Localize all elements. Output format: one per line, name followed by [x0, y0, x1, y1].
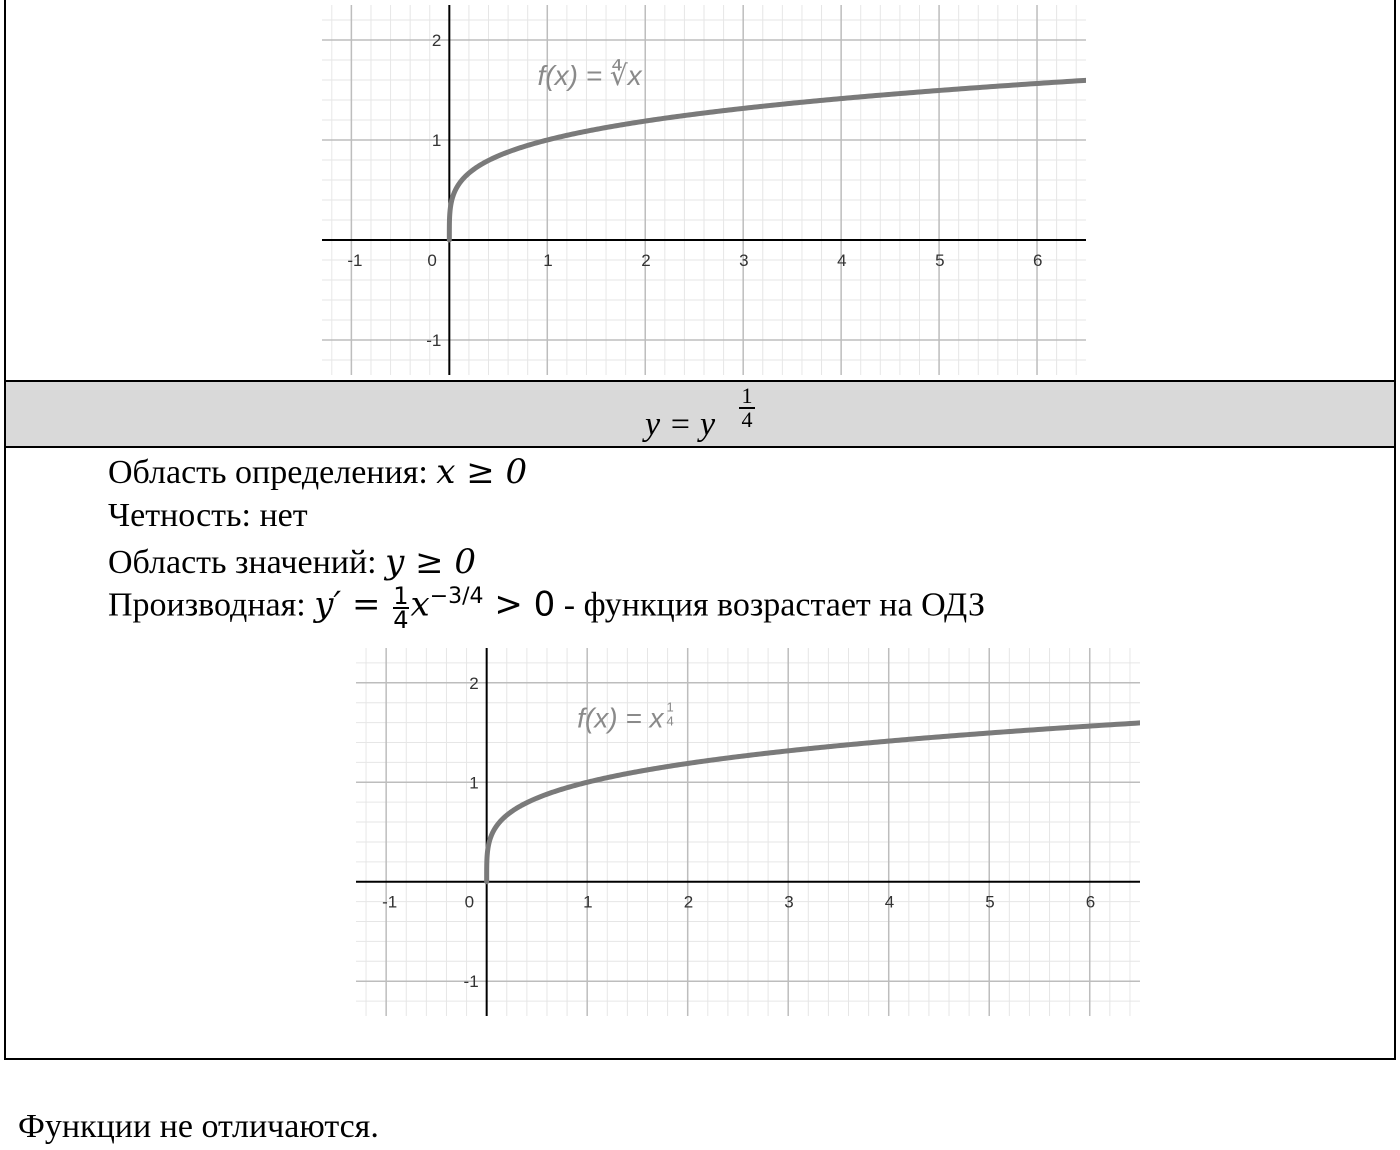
chart-power-quarter: [356, 648, 1140, 1016]
y-tick-label: 2: [431, 31, 442, 50]
y-tick-label: 2: [469, 673, 479, 693]
domain-math: x ≥ 0: [436, 452, 528, 492]
function-annotation: f(x) = ∜x: [537, 60, 642, 91]
x-tick-label: 6: [1033, 251, 1043, 270]
annotation-exp-num: 1: [666, 699, 674, 715]
header-exponent: [739, 383, 755, 432]
derivative-fraction: [393, 581, 409, 634]
conclusion-text: Функции не отличаются.: [18, 1108, 379, 1145]
y-tick-label: -1: [463, 972, 479, 992]
derivative-label: Производная:: [108, 586, 315, 624]
range-property: [108, 542, 476, 582]
x-tick-label: 5: [935, 251, 945, 270]
derivative-lhs: y′ =: [314, 584, 392, 625]
header-formula-base: y = y: [645, 406, 716, 443]
x-tick-label: -1: [382, 892, 398, 912]
derivative-x: x: [410, 584, 430, 625]
derivative-num: 1: [393, 581, 409, 610]
domain-label: Область определения:: [108, 454, 437, 491]
x-tick-label: 6: [1085, 892, 1096, 912]
x-tick-label: 1: [583, 892, 593, 912]
x-tick-label: 3: [784, 892, 794, 912]
parity-property: [108, 497, 308, 535]
x-tick-label: 5: [985, 892, 995, 912]
derivative-den: 4: [393, 605, 409, 634]
x-tick-label: 4: [837, 251, 847, 270]
parity-label: Четность: нет: [108, 497, 308, 534]
y-tick-label: -1: [426, 331, 442, 350]
header-exp-den: 4: [741, 407, 753, 432]
y-tick-label: 1: [431, 131, 442, 150]
x-tick-label: 0: [464, 892, 475, 912]
derivative-text: - функция возрастает на ОДЗ: [555, 586, 986, 624]
x-tick-label: 1: [543, 251, 553, 270]
range-math: y ≥ 0: [385, 542, 477, 582]
x-tick-label: 3: [739, 251, 749, 270]
x-tick-label: 0: [427, 251, 437, 270]
y-tick-label: 1: [469, 773, 479, 793]
header-exp-num: 1: [741, 383, 753, 408]
annotation-exp-den: 4: [666, 713, 674, 729]
x-tick-label: 2: [683, 892, 694, 912]
range-label: Область значений:: [108, 544, 386, 581]
domain-property: [108, 452, 527, 492]
derivative-rhs: > 0: [483, 584, 556, 625]
chart-fourth-root: [322, 5, 1086, 375]
derivative-property: [108, 581, 986, 634]
function-annotation: f(x) = x: [577, 702, 664, 734]
x-tick-label: -1: [347, 251, 363, 270]
x-tick-label: 4: [884, 892, 895, 912]
x-tick-label: 2: [641, 251, 651, 270]
derivative-exponent: −3/4: [429, 584, 484, 609]
